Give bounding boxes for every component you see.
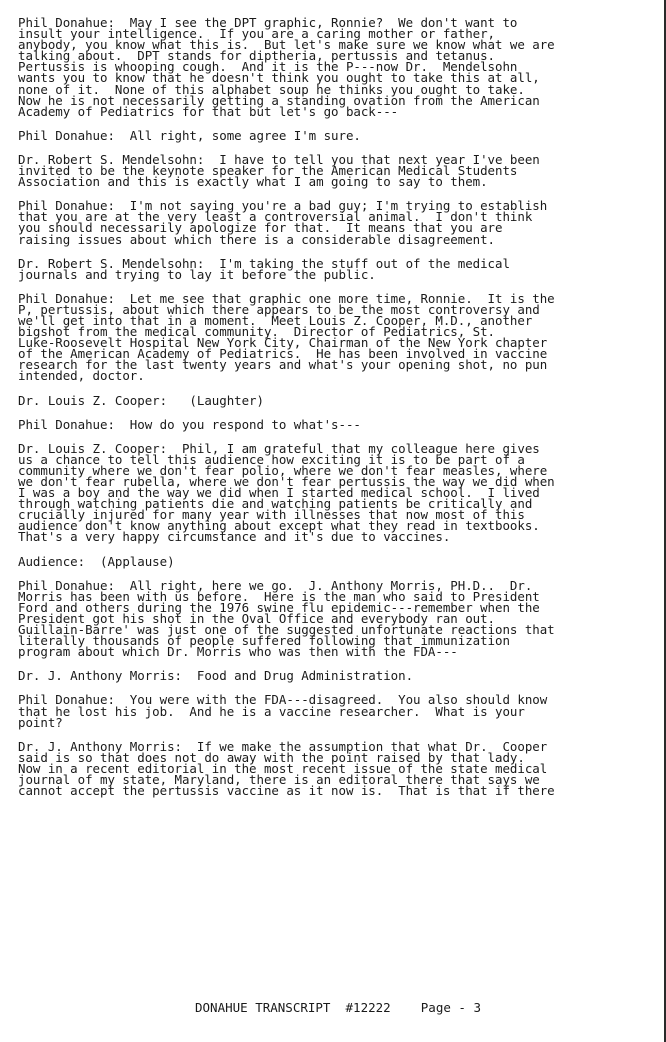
transcript-line: Luke-Roosevelt Hospital New York City, Chairman of the New York chapter — [18, 335, 548, 351]
transcript-line: Phil Donahue: All right, here we go. J. Anthony Morris, PH.D.. Dr. — [18, 577, 533, 593]
transcript-line: raising issues about which there is a considerable disagreement. — [18, 231, 496, 247]
transcript-line: us a chance to tell this audience how exciting it is to be part of a — [18, 451, 525, 467]
transcript-line: insult your intelligence. If you are a caring mother or father, — [18, 26, 496, 42]
transcript-line: intended, doctor. — [18, 368, 145, 384]
transcript-paragraph — [18, 553, 664, 569]
transcript-line: Dr. Louis Z. Cooper: Phil, I am grateful that my colleague here gives — [18, 440, 540, 456]
transcript-paragraph — [18, 127, 664, 143]
transcript-line: Phil Donahue: You were with the FDA---disagreed. You also should know — [18, 692, 548, 708]
transcript-line: Morris has been with us before. Here is the man who said to President — [18, 588, 540, 604]
transcript-paragraph — [18, 17, 664, 117]
transcript-line: invited to be the keynote speaker for the American Medical Students — [18, 163, 518, 179]
transcript-line: talking about. DPT stands for diptheria, pertussis and tetanus. — [18, 48, 496, 64]
transcript-line: wants you to know that he doesn't think you ought to take this at all, — [18, 70, 540, 86]
transcript-line: you should necessarily apologize for that. It means that you are — [18, 220, 503, 236]
transcript-line: Dr. J. Anthony Morris: Food and Drug Administration. — [18, 668, 414, 684]
transcript-line: we'll get into that in a moment. Meet Louis Z. Cooper, M.D., another — [18, 312, 533, 328]
transcript-line: audience don't know anything about except what they read in textbooks. — [18, 518, 540, 534]
transcript-line: Ford and others during the 1976 swine flu epidemic---remember when the — [18, 599, 540, 615]
transcript-paragraph — [18, 668, 664, 684]
transcript-line: Now he is not necessarily getting a standing ovation from the American — [18, 92, 540, 108]
transcript-line: That's a very happy circumstance and it's due to vaccines. — [18, 529, 451, 545]
transcript-line: literally thousands of people suffered following that immunization — [18, 633, 510, 649]
transcript-line: journals and trying to lay it before the public. — [18, 266, 376, 282]
transcript-line: none of it. None of this alphabet soup he thinks you ought to take. — [18, 81, 525, 97]
transcript-paragraph — [18, 198, 664, 247]
transcript-line: Dr. Robert S. Mendelsohn: I have to tell you that next year I've been — [18, 151, 540, 167]
transcript-line: Phil Donahue: Let me see that graphic one more time, Ronnie. It is the — [18, 290, 555, 306]
transcript-line: Phil Donahue: May I see the DPT graphic, Ronnie? We don't want to — [18, 15, 518, 30]
transcript-line: Association and this is exactly what I am going to say to them. — [18, 174, 488, 190]
transcript-line: Phil Donahue: How do you respond to what's--- — [18, 416, 361, 432]
transcript-paragraph — [18, 392, 664, 408]
transcript-line: Dr. J. Anthony Morris: If we make the assumption that what Dr. Cooper — [18, 738, 548, 754]
transcript-paragraph — [18, 577, 664, 660]
transcript-line: research for the last twenty years and what's your opening shot, no pun — [18, 357, 548, 373]
transcript-paragraph — [18, 255, 664, 282]
transcript-line: we don't fear rubella, where we don't fear pertussis the way we did when — [18, 474, 555, 489]
transcript-line: Academy of Pediatrics for that but let's go back--- — [18, 103, 399, 119]
transcript-paragraph — [18, 151, 664, 190]
transcript-paragraph — [18, 692, 664, 730]
transcript-line: P, pertussis, about which there appears to be the most controversy and — [18, 301, 540, 317]
transcript-paragraph — [18, 738, 664, 799]
transcript-line: cannot accept the pertussis vaccine as it now is. That is that if there — [18, 783, 555, 799]
transcript-paragraph — [18, 440, 664, 545]
transcript-line: anybody, you know what this is. But let's make sure we know what we are — [18, 37, 555, 53]
transcript-line: journal of my state, Maryland, there is an editoral there that says we — [18, 771, 540, 787]
transcript-line: I was a boy and the way we did when I started medical school. I lived — [18, 485, 540, 501]
transcript-paragraph — [18, 416, 664, 432]
transcript-line: Dr. Louis Z. Cooper: (Laughter) — [18, 392, 264, 408]
page-footer: DONAHUE TRANSCRIPT #12222 Page - 3 — [195, 1000, 481, 1015]
transcript-line: Audience: (Applause) — [18, 553, 175, 569]
transcript-line: Phil Donahue: All right, some agree I'm sure. — [18, 127, 361, 143]
transcript-line: Dr. Robert S. Mendelsohn: I'm taking the stuff out of the medical — [18, 255, 510, 271]
transcript-line: of the American Academy of Pediatrics. He has been involved in vaccine — [18, 346, 548, 362]
transcript-line: Pertussis is whooping cough. And it is the P---now Dr. Mendelsohn — [18, 59, 518, 75]
transcript-line: Now in a recent editorial in the most recent issue of the state medical — [18, 760, 548, 776]
transcript-line: program about which Dr. Morris who was then with the FDA--- — [18, 644, 458, 660]
transcript-line: that you are at the very least a controversial animal. I don't think — [18, 209, 533, 225]
transcript-line: President got his shot in the Oval Office and everybody ran out. — [18, 610, 496, 626]
transcript-line: that he lost his job. And he is a vaccine researcher. What is your — [18, 703, 525, 719]
transcript-line: Phil Donahue: I'm not saying you're a bad guy; I'm trying to establish — [18, 198, 548, 214]
transcript-line: through watching patients die and watching patients be critically and — [18, 496, 533, 512]
transcript-line: bigshot from the medical community. Director of Pediatrics, St. — [18, 324, 496, 340]
transcript-line: crucially injured for many year with illnesses that now most of this — [18, 507, 525, 523]
transcript-paragraph — [18, 290, 664, 384]
transcript-line: said is so that does not do away with the point raised by that lady. — [18, 749, 525, 765]
transcript-line: community where we don't fear polio, where we don't fear measles, where — [18, 462, 548, 478]
transcript-line: Guillain-Barre' was just one of the suggested unfortunate reactions that — [18, 622, 555, 638]
transcript-line: point? — [18, 714, 63, 730]
transcript-body — [18, 17, 664, 809]
